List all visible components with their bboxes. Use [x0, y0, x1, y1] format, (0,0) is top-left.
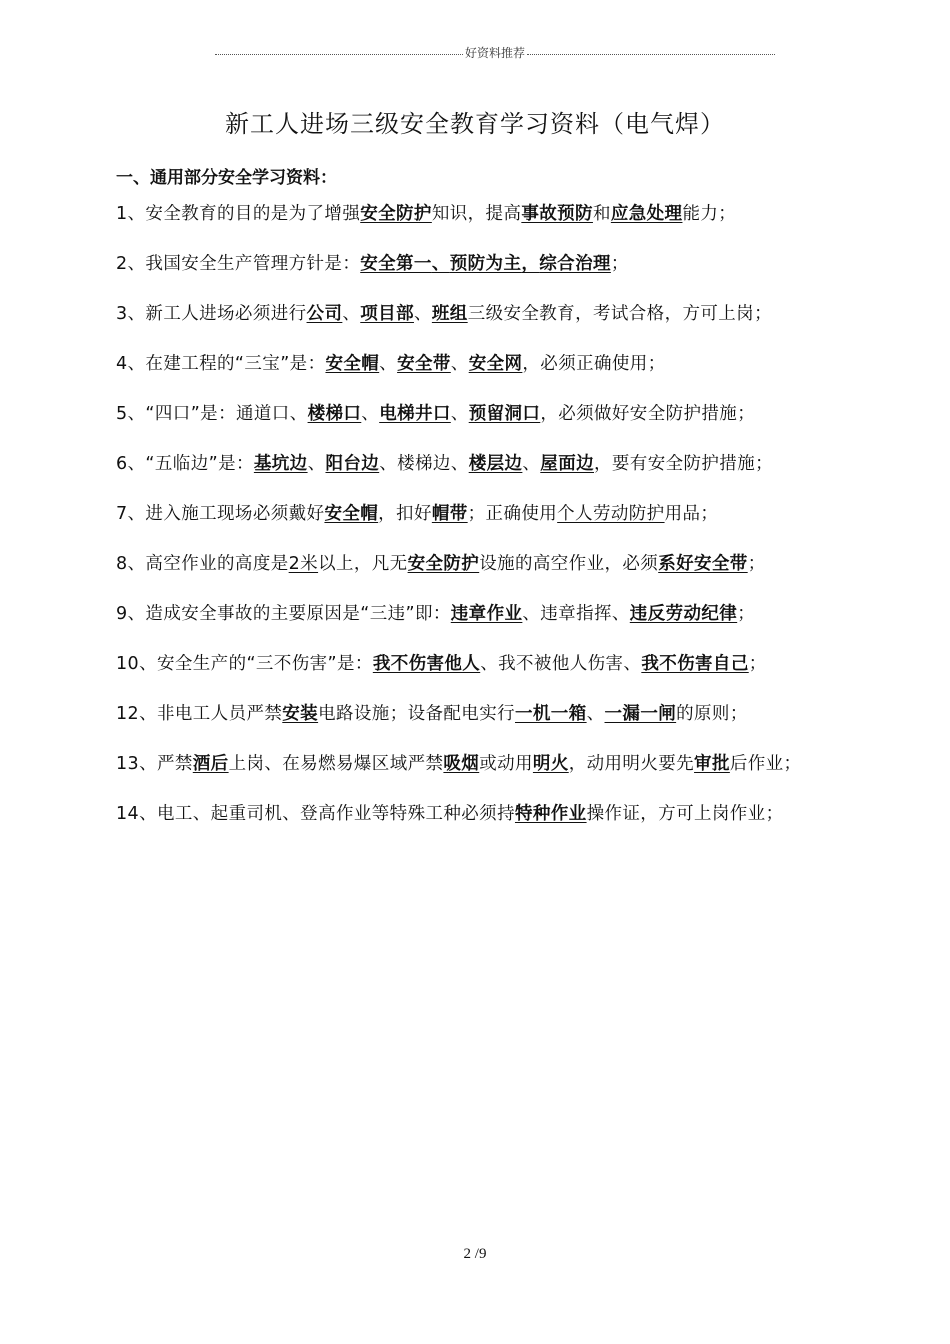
- list-item-8: 8、高空作业的高度是2米以上，凡无安全防护设施的高空作业，必须系好安全带；: [116, 554, 766, 574]
- list-item-2: 2、我国安全生产管理方针是：安全第一、预防为主，综合治理；: [116, 254, 629, 274]
- header-dots-left: [215, 54, 463, 55]
- document-body: [116, 189, 850, 839]
- list-item-12: 12、非电工人员严禁安装电路设施；设备配电实行一机一箱、一漏一闸的原则；: [116, 704, 748, 724]
- list-item-7: 7、进入施工现场必须戴好安全帽，扣好帽带；正确使用个人劳动防护用品；: [116, 504, 719, 524]
- list-item-6: 6、“五临边”是：基坑边、阳台边、楼梯边、楼层边、屋面边，要有安全防护措施；: [116, 454, 773, 474]
- list-item-14: 14、电工、起重司机、登高作业等特殊工种必须持特种作业操作证，方可上岗作业；: [116, 804, 784, 824]
- list-item-13: 13、严禁酒后上岗、在易燃易爆区域严禁吸烟或动用明火，动用明火要先审批后作业；: [116, 754, 802, 774]
- list-item-5: 5、“四口”是：通道口、楼梯口、电梯井口、预留洞口，必须做好安全防护措施；: [116, 404, 756, 424]
- list-item-1: 1、安全教育的目的是为了增强安全防护知识，提高事故预防和应急处理能力；: [116, 204, 737, 224]
- list-item-3: 3、新工人进场必须进行公司、项目部、班组三级安全教育，考试合格，方可上岗；: [116, 304, 772, 324]
- page-number: 2 /9: [463, 1246, 487, 1262]
- header-text: 好资料推荐: [465, 46, 526, 60]
- list-item-4: 4、在建工程的“三宝”是：安全帽、安全带、安全网，必须正确使用；: [116, 354, 666, 374]
- page-header: [215, 44, 775, 61]
- header-dots-right: [527, 54, 775, 55]
- document-title: 新工人进场三级安全教育学习资料（电气焊）: [225, 110, 725, 138]
- section-heading: 一、通用部分安全学习资料：: [116, 168, 337, 188]
- list-item-10: 10、安全生产的“三不伤害”是：我不伤害他人、我不被他人伤害、我不伤害自己；: [116, 654, 767, 674]
- list-item-9: 9、造成安全事故的主要原因是“三违”即：违章作业、违章指挥、违反劳动纪律；: [116, 604, 756, 624]
